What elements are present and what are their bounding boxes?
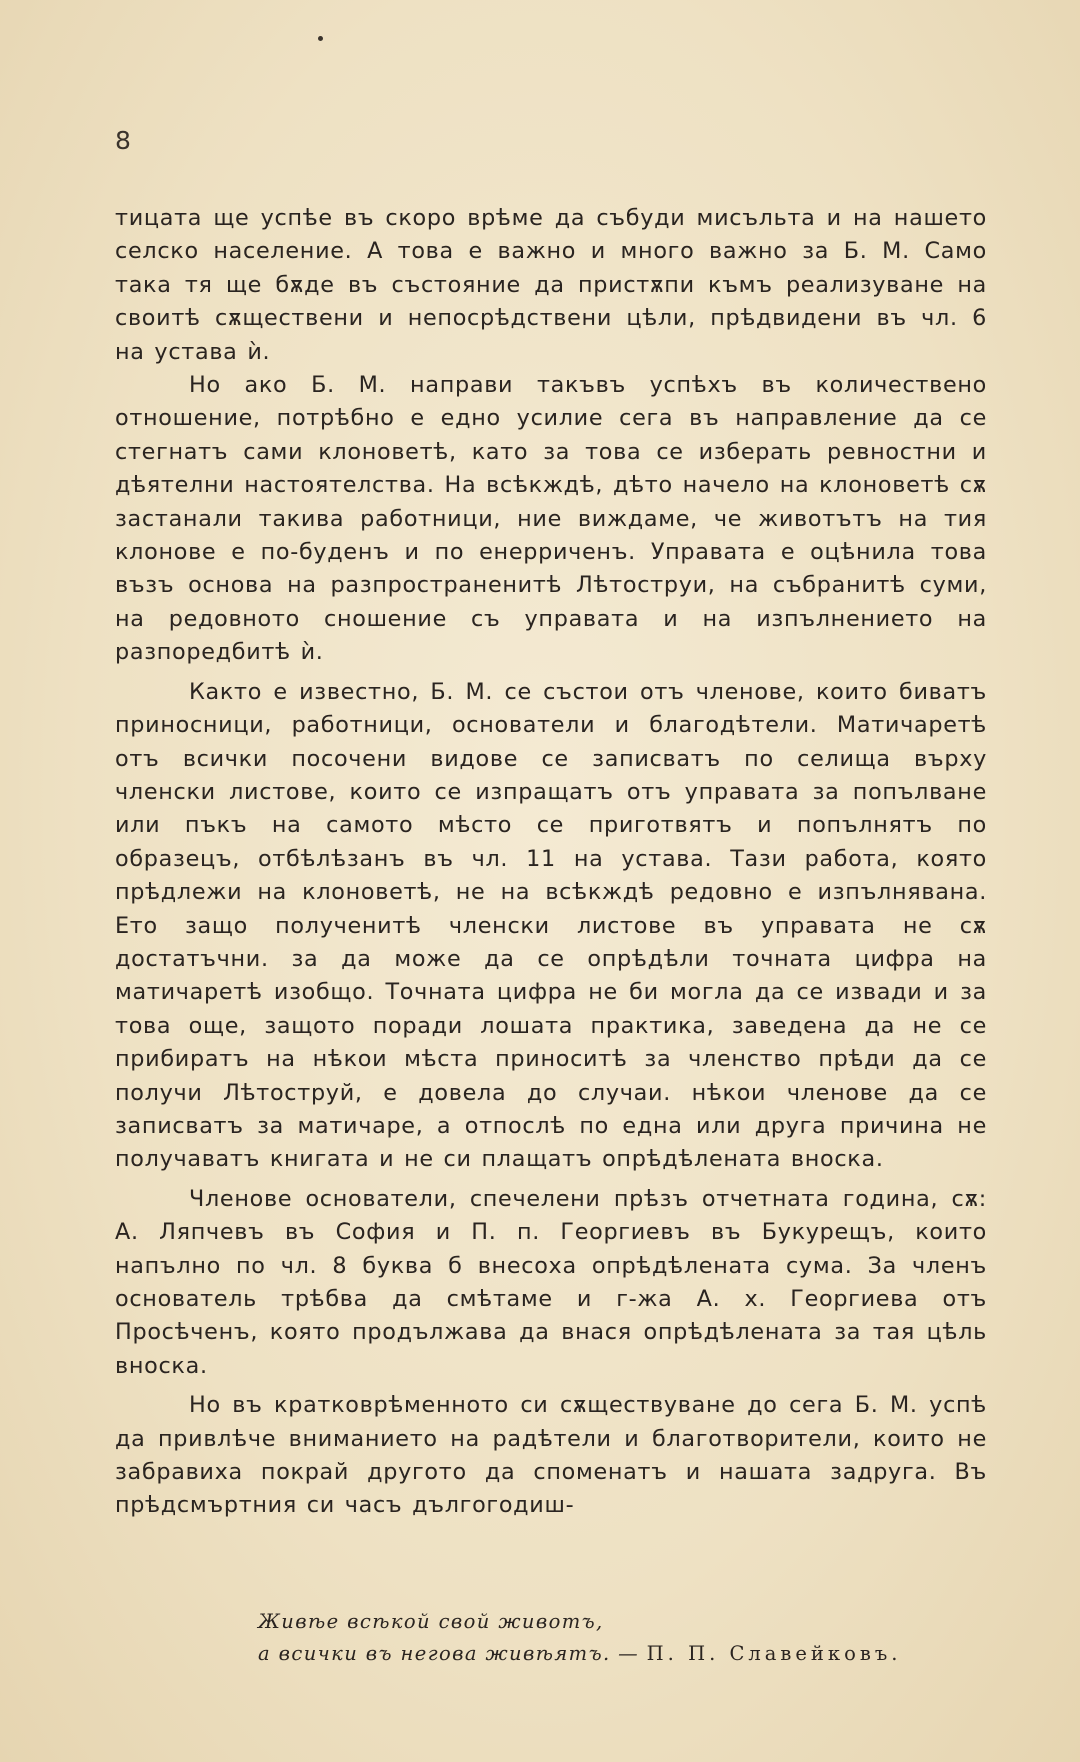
quote-line: а всички въ негова живѣятъ. — xyxy=(258,1642,640,1665)
paragraph: Но ако Б. М. направи такъвъ успѣхъ въ количествено отношение, потрѣбно е едно усилие сега въ направление да се стегнатъ сами клоноветѣ, като за това се изберать ревностни и дѣятелни настоятелства. На всѣкждѣ, дѣто начело на клоноветѣ сѫ застанали такива работници, ние виждаме, че животътъ на тия клонове е по-буденъ и по енерриченъ. Управата е оцѣнила това възъ основа на разпространенитѣ Лѣтоструи, на събранитѣ суми, на редовното сношение съ управата и на изпълнението на разпоредбитѣ ѝ. xyxy=(115,372,987,666)
paragraph: Но въ кратковрѣменното си сѫществуване до сега Б. М. успѣ да привлѣче вниманието на радѣтели и благотворители, които не забравиха покрай другото да споменатъ и нашата задруга. Въ прѣдсмъртния си часъ дългогодиш- xyxy=(115,1392,987,1519)
paragraph: Както е известно, Б. М. се състои отъ членове, които биватъ приносници, работници, основатели и благодѣтели. Матичаретѣ отъ всички посочени видове се записватъ по селища върху членски листове, които се изпращатъ отъ управата за попълване или пъкъ на самото мѣсто се приготвятъ и попълнятъ по образецъ, отбѣлѣзанъ въ чл. 11 на устава. Тази работа, която прѣдлежи на клоноветѣ, не на всѣкждѣ редовно е изпълнявана. Ето защо полученитѣ членски листове въ управата не сѫ достатъчни. за да може да се опрѣдѣли точната цифра на матичаретѣ изобщо. Точната цифра не би могла да се извади и за това още, защото поради лошата практика, заведена да не се прибиратъ на нѣкои мѣста приноситѣ за членство прѣди да се получи Лѣтоструй, е довела до случаи. нѣкои членове да се записватъ за матичаре, а отпослѣ по една или друга причина не получаватъ книгата и не си плащатъ опрѣдѣлената вноска. xyxy=(115,678,987,1173)
footer-quote xyxy=(258,1606,958,1670)
page-number: 8 xyxy=(115,126,131,155)
quote-author: П. П. Славейковъ. xyxy=(646,1642,902,1665)
quote-line-with-author xyxy=(258,1638,958,1670)
body-text xyxy=(115,202,987,1523)
quote-line: Живѣе всѣкой свой животъ, xyxy=(258,1610,604,1633)
paragraph: тицата ще успѣе въ скоро врѣме да събуди мисъльта и на нашето селско население. А това е важно и много важно за Б. М. Само така тя ще бѫде въ състояние да пристѫпи къмъ реализуване на своитѣ сѫществени и непосрѣдствени цѣли, прѣдвидени въ чл. 6 на устава ѝ. xyxy=(115,205,987,365)
ink-speck xyxy=(318,36,323,41)
paragraph: Членове основатели, спечелени прѣзъ отчетната година, сѫ: А. Ляпчевъ въ София и П. п. Георгиевъ въ Букурещъ, които напълно по чл. 8 буква б внесоха опрѣдѣлената сума. За членъ основатель трѣбва да смѣтаме и г-жа А. х. Георгиева отъ Просѣченъ, която продължава да внася опрѣдѣлената за тая цѣль вноска. xyxy=(115,1185,987,1379)
